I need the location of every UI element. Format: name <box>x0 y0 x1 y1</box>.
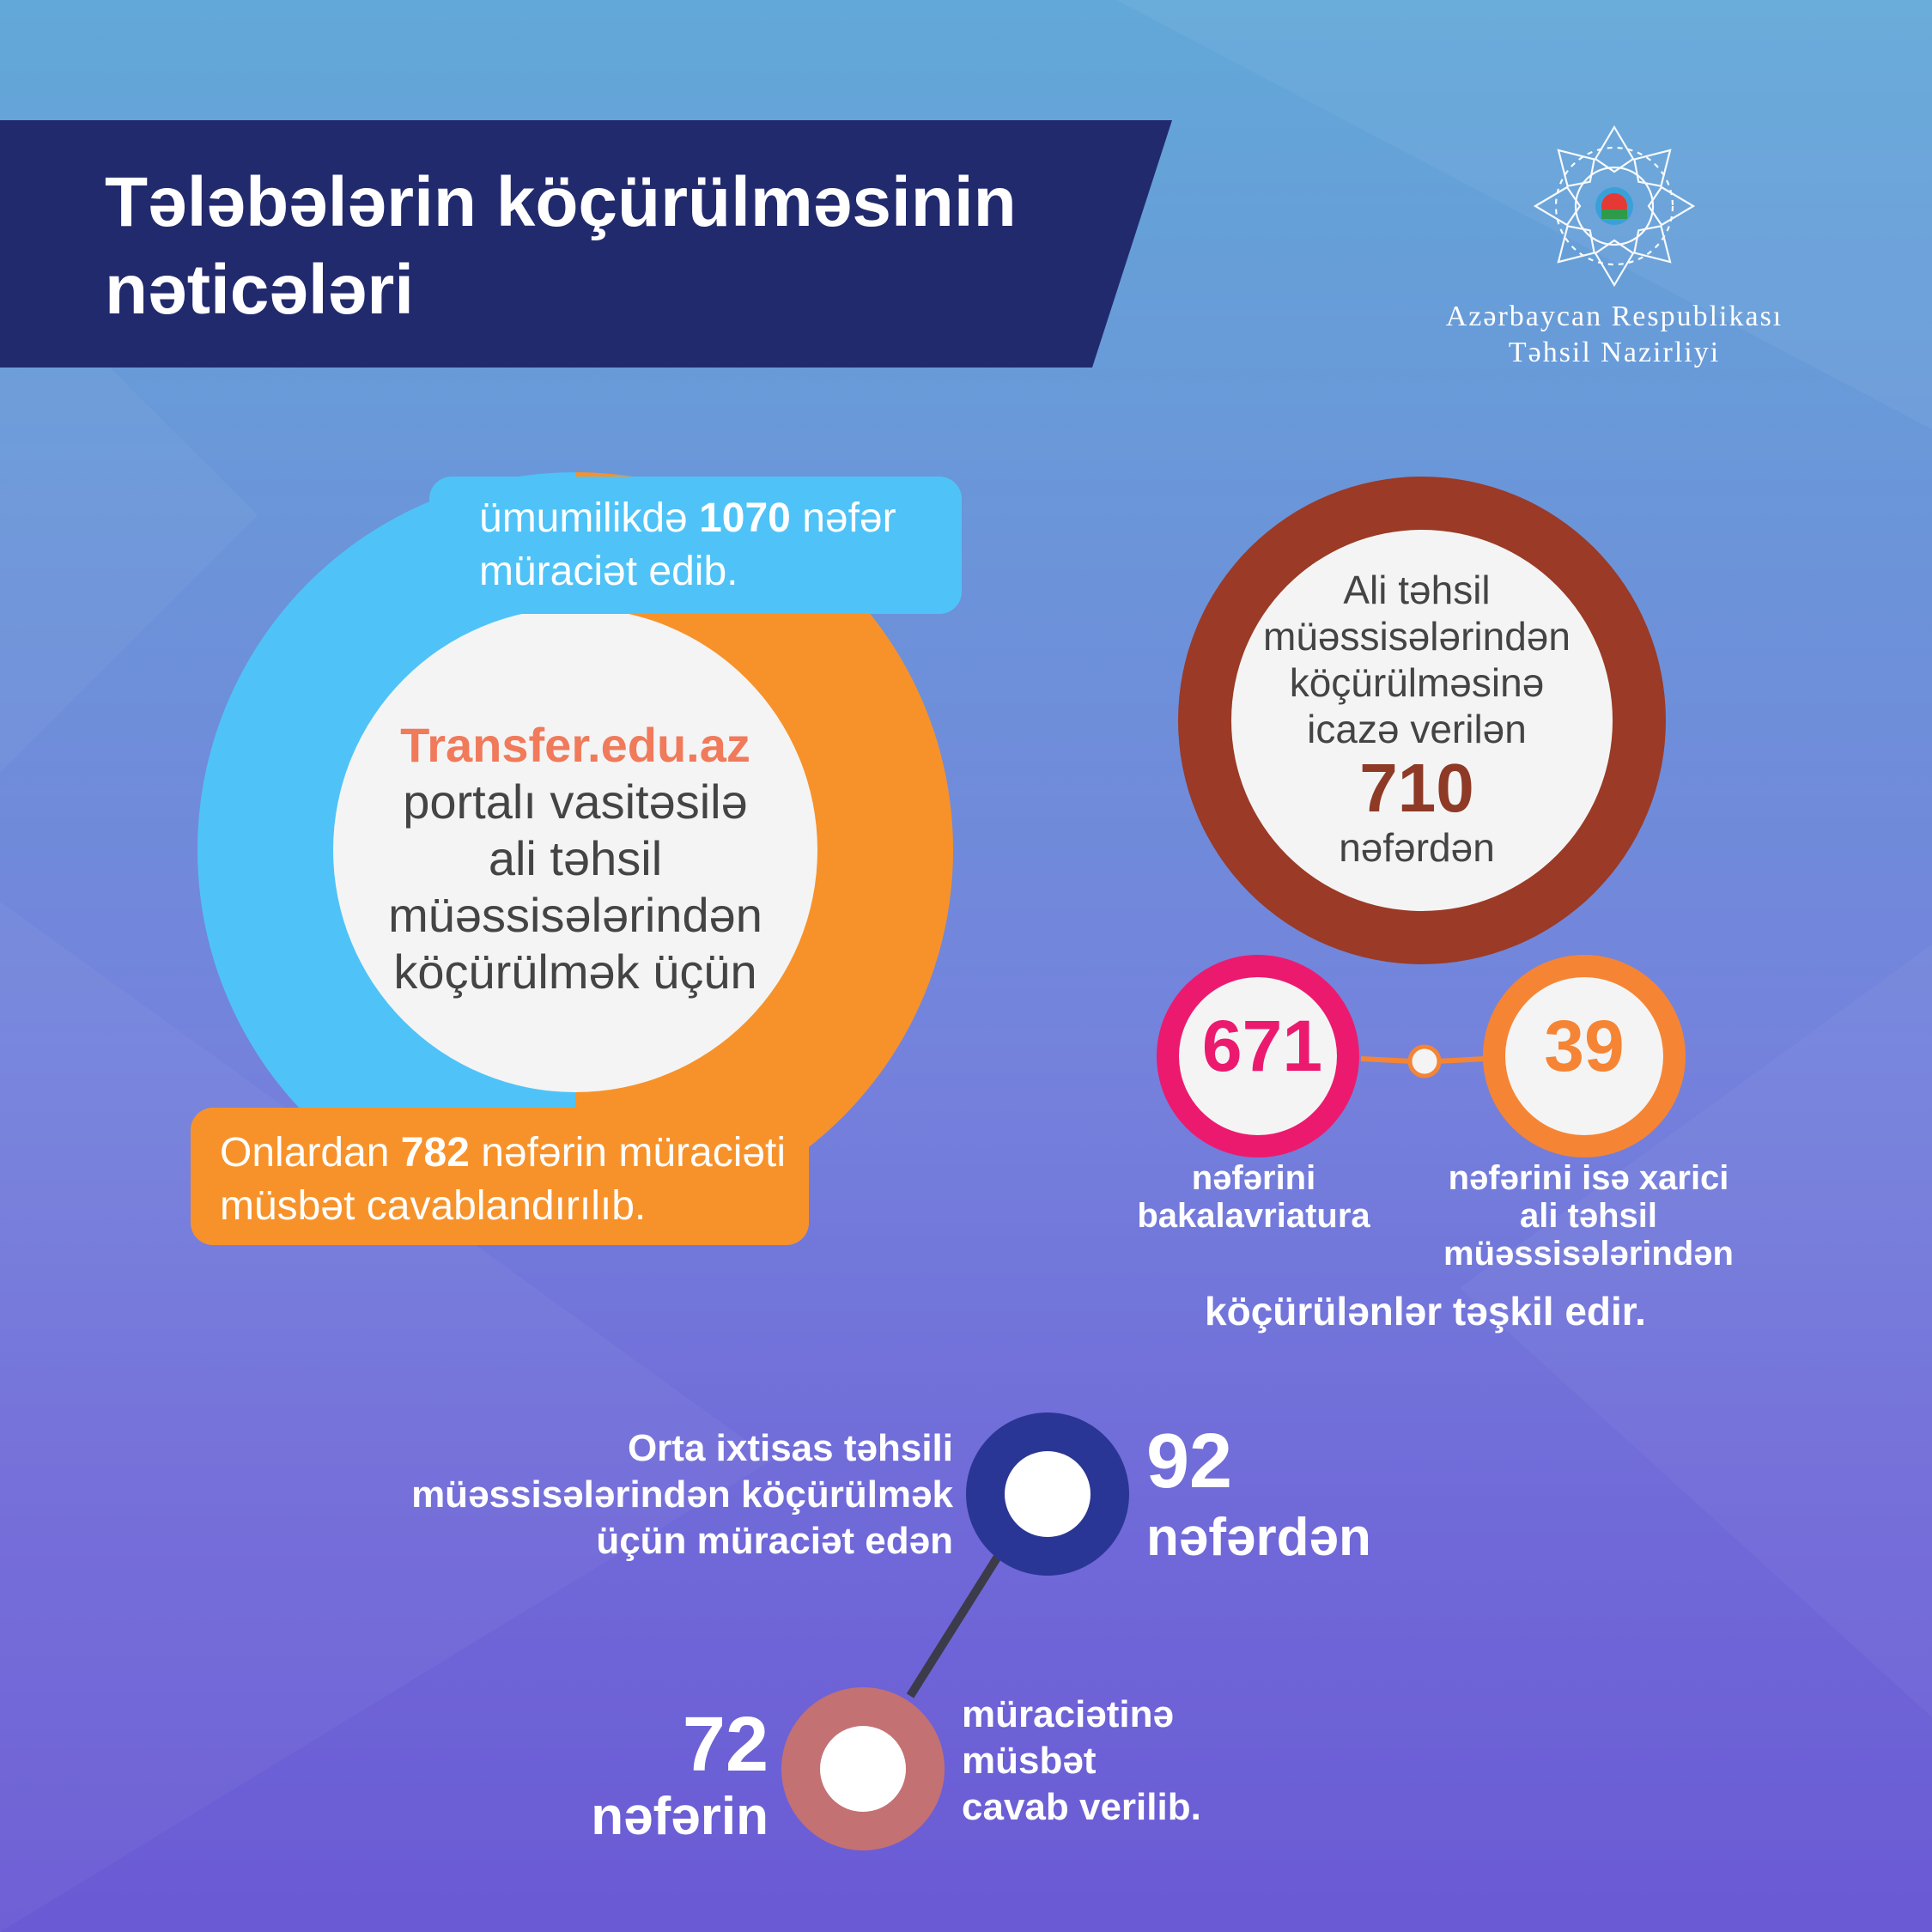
portal-desc-line1: portalı vasitəsilə <box>403 775 748 829</box>
permitted-line3: köçürülməsinə <box>1289 660 1545 705</box>
total-applications-line2: müraciət edib. <box>479 549 738 594</box>
approved-number: 782 <box>400 1130 470 1176</box>
portal-desc-line4: köçürülmək üçün <box>393 945 757 999</box>
bachelor-caption-line1: nəfərini <box>1191 1159 1316 1197</box>
ministry-emblem-icon <box>1528 120 1700 292</box>
ministry-name-line1: Azərbaycan Respublikası <box>1445 301 1783 332</box>
total-applications-number: 1070 <box>699 495 791 541</box>
vocational-approved-text <box>962 1692 1305 1831</box>
foreign-transfers-number: 39 <box>1544 1005 1625 1086</box>
total-applications-suffix: nəfər <box>790 495 896 541</box>
permitted-line5: nəfərdən <box>1339 825 1495 870</box>
permitted-line1: Ali təhsil <box>1343 568 1491 612</box>
approved-applications-pill <box>191 1108 809 1245</box>
foreign-caption-line1: nəfərini isə xarici <box>1448 1159 1729 1197</box>
vocational-applicants-unit: nəfərdən <box>1146 1508 1371 1567</box>
ministry-name <box>1391 299 1838 371</box>
vocational-applicants-number: 92 <box>1146 1419 1233 1504</box>
bachelor-transfers-number: 671 <box>1201 1005 1323 1086</box>
foreign-caption-line2: ali təhsil <box>1519 1197 1658 1235</box>
ministry-name-line2: Təhsil Nazirliyi <box>1508 337 1721 368</box>
permitted-line4: icazə verilən <box>1307 707 1527 751</box>
bachelor-transfers-caption <box>1108 1159 1400 1235</box>
total-applications-prefix: ümumilikdə <box>479 495 700 541</box>
permitted-line2: müəssisələrindən <box>1263 614 1571 659</box>
vocational-approved-line1: müraciətinə <box>962 1693 1174 1735</box>
foreign-caption-line3: müəssisələrindən <box>1443 1235 1734 1273</box>
approved-line2: müsbət cavablandırılıb. <box>220 1183 647 1229</box>
approved-prefix: Onlardan <box>220 1130 401 1176</box>
portal-description <box>331 717 820 1000</box>
vocational-approved-unit: nəfərin <box>591 1787 769 1846</box>
transfers-summary: köçürülənlər təşkil edir. <box>1205 1289 1646 1334</box>
approved-suffix: nəfərin müraciəti <box>469 1130 787 1176</box>
foreign-transfers-caption <box>1425 1159 1752 1273</box>
vocational-line1: Orta ixtisas təhsili <box>627 1427 953 1469</box>
portal-name: Transfer.edu.az <box>400 718 750 772</box>
vocational-line2: müəssisələrindən köçürülmək <box>411 1473 953 1516</box>
page-title-line2: nəticələri <box>105 251 415 329</box>
vocational-approved-line3: cavab verilib. <box>962 1786 1201 1828</box>
bachelor-caption-line2: bakalavriatura <box>1137 1197 1370 1235</box>
portal-desc-line3: müəssisələrindən <box>388 888 762 942</box>
permitted-number: 710 <box>1359 750 1474 826</box>
vocational-line3: üçün müraciət edən <box>596 1520 953 1562</box>
page-title-line1: Tələbələrin köçürülməsinin <box>105 163 1017 241</box>
permitted-transfers-text <box>1228 567 1606 871</box>
portal-desc-line2: ali təhsil <box>488 831 663 885</box>
page-title <box>105 159 1092 334</box>
vocational-approved-line2: müsbət <box>962 1740 1097 1782</box>
vocational-applications-text <box>343 1425 953 1564</box>
vocational-approved-number: 72 <box>682 1702 769 1788</box>
total-applications-pill <box>429 477 962 614</box>
